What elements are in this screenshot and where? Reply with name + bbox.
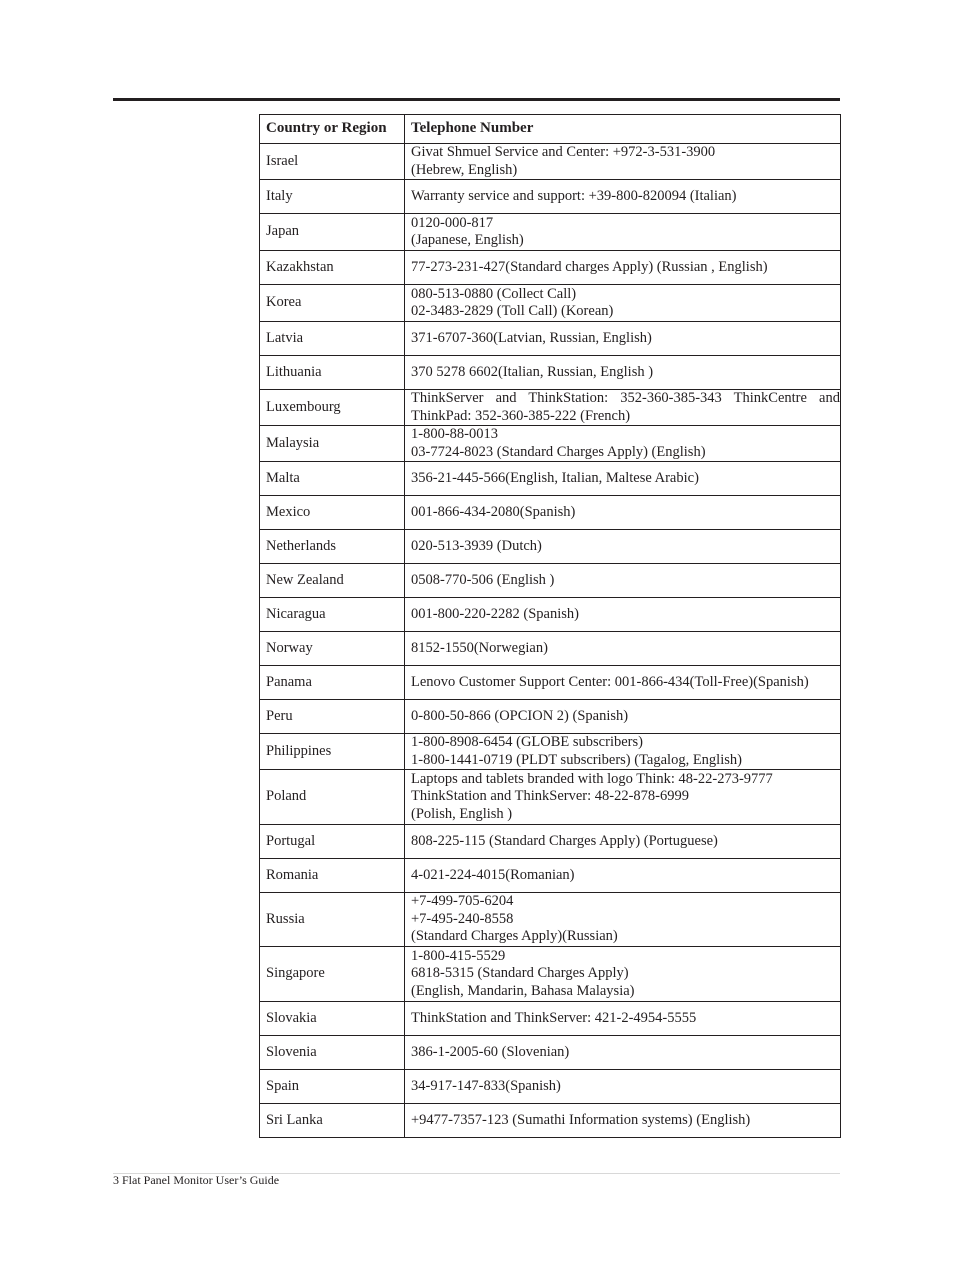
phone-line: 1-800-8908-6454 (GLOBE subscribers) bbox=[411, 734, 643, 750]
phone-line: 0-800-50-866 (OPCION 2) (Spanish) bbox=[411, 707, 629, 724]
table-row bbox=[260, 666, 841, 700]
table-row bbox=[260, 496, 841, 530]
phone-line: 0508-770-506 (English ) bbox=[411, 571, 555, 588]
phone-line: ThinkStation and ThinkServer: 48-22-878-6999 bbox=[411, 788, 690, 805]
country-cell: New Zealand bbox=[260, 564, 405, 598]
phone-line: 020-513-3939 (Dutch) bbox=[411, 537, 542, 554]
header-telephone: Telephone Number bbox=[405, 115, 841, 144]
table-row bbox=[260, 1104, 841, 1138]
table-row bbox=[260, 700, 841, 734]
phone-cell bbox=[405, 564, 841, 598]
phone-line: 1-800-415-5529 bbox=[411, 947, 506, 964]
table-row bbox=[260, 859, 841, 893]
header-country: Country or Region bbox=[260, 115, 405, 144]
phone-cell bbox=[405, 285, 841, 322]
country-cell: Netherlands bbox=[260, 530, 405, 564]
country-cell: Korea bbox=[260, 285, 405, 322]
country-cell: Mexico bbox=[260, 496, 405, 530]
phone-line: 8152-1550(Norwegian) bbox=[411, 639, 548, 656]
phone-line: 356-21-445-566(English, Italian, Maltese Arabic) bbox=[411, 469, 699, 486]
phone-line: Warranty service and support: +39-800-820094 (Italian) bbox=[411, 187, 737, 204]
country-cell: Malta bbox=[260, 462, 405, 496]
support-phone-table bbox=[259, 114, 841, 1138]
phone-line: 0120-000-817 bbox=[411, 214, 494, 231]
table-row bbox=[260, 598, 841, 632]
country-cell: Lithuania bbox=[260, 356, 405, 390]
phone-cell bbox=[405, 251, 841, 285]
phone-line: 001-800-220-2282 (Spanish) bbox=[411, 605, 579, 622]
phone-cell bbox=[405, 1036, 841, 1070]
country-cell: Nicaragua bbox=[260, 598, 405, 632]
country-cell: Malaysia bbox=[260, 426, 405, 462]
phone-line: 1-800-1441-0719 (PLDT subscribers) (Tagalog, English) bbox=[411, 751, 742, 768]
country-cell: Spain bbox=[260, 1070, 405, 1104]
phone-line: 370 5278 6602(Italian, Russian, English ) bbox=[411, 363, 654, 380]
country-cell: Peru bbox=[260, 700, 405, 734]
table-row bbox=[260, 180, 841, 214]
phone-cell bbox=[405, 1104, 841, 1138]
phone-line: (Standard Charges Apply)(Russian) bbox=[411, 928, 618, 945]
country-cell: Japan bbox=[260, 214, 405, 251]
top-rule bbox=[113, 98, 840, 101]
country-cell: Philippines bbox=[260, 734, 405, 770]
phone-line: +7-499-705-6204 bbox=[411, 893, 514, 910]
phone-cell bbox=[405, 947, 841, 1002]
phone-line: 1-800-88-0013 bbox=[411, 426, 498, 442]
table-row bbox=[260, 947, 841, 1002]
table-row bbox=[260, 390, 841, 426]
phone-line: Laptops and tablets branded with logo Think: 48-22-273-9777 bbox=[411, 770, 773, 787]
phone-cell bbox=[405, 530, 841, 564]
table-row bbox=[260, 1002, 841, 1036]
country-cell: Luxembourg bbox=[260, 390, 405, 426]
phone-cell bbox=[405, 825, 841, 859]
phone-line: +9477-7357-123 (Sumathi Information systems) (English) bbox=[411, 1111, 751, 1128]
phone-line: 080-513-0880 (Collect Call) bbox=[411, 285, 577, 302]
table-row bbox=[260, 1070, 841, 1104]
phone-cell bbox=[405, 632, 841, 666]
country-cell: Sri Lanka bbox=[260, 1104, 405, 1138]
table-row bbox=[260, 285, 841, 322]
table-row bbox=[260, 770, 841, 825]
phone-line: 001-866-434-2080(Spanish) bbox=[411, 503, 576, 520]
phone-cell bbox=[405, 734, 841, 770]
phone-line: (Japanese, English) bbox=[411, 232, 524, 248]
table-row bbox=[260, 144, 841, 180]
phone-cell bbox=[405, 322, 841, 356]
phone-line: (Polish, English ) bbox=[411, 805, 513, 822]
table-row bbox=[260, 632, 841, 666]
country-cell: Slovenia bbox=[260, 1036, 405, 1070]
phone-line: Givat Shmuel Service and Center: +972-3-531-3900 bbox=[411, 144, 716, 160]
phone-line: 77-273-231-427(Standard charges Apply) (Russian , English) bbox=[411, 258, 768, 275]
country-cell: Norway bbox=[260, 632, 405, 666]
table-row bbox=[260, 214, 841, 251]
phone-cell bbox=[405, 893, 841, 947]
table-body bbox=[260, 144, 841, 1138]
country-cell: Kazakhstan bbox=[260, 251, 405, 285]
phone-line: (Hebrew, English) bbox=[411, 161, 518, 178]
phone-line: ThinkStation and ThinkServer: 421-2-4954-5555 bbox=[411, 1009, 697, 1026]
country-cell: Singapore bbox=[260, 947, 405, 1002]
phone-line: 6818-5315 (Standard Charges Apply) bbox=[411, 965, 629, 982]
phone-cell bbox=[405, 859, 841, 893]
country-cell: Panama bbox=[260, 666, 405, 700]
phone-line: 34-917-147-833(Spanish) bbox=[411, 1077, 561, 1094]
phone-line: 03-7724-8023 (Standard Charges Apply) (English) bbox=[411, 443, 706, 460]
phone-line: 4-021-224-4015(Romanian) bbox=[411, 866, 575, 883]
country-cell: Romania bbox=[260, 859, 405, 893]
phone-cell bbox=[405, 180, 841, 214]
table-row bbox=[260, 462, 841, 496]
table-row bbox=[260, 893, 841, 947]
phone-line: Lenovo Customer Support Center: 001-866-434(Toll-Free)(Spanish) bbox=[411, 673, 809, 690]
phone-cell bbox=[405, 356, 841, 390]
phone-cell bbox=[405, 770, 841, 825]
phone-line: +7-495-240-8558 bbox=[411, 910, 514, 927]
phone-cell bbox=[405, 1002, 841, 1036]
phone-cell bbox=[405, 598, 841, 632]
phone-cell bbox=[405, 666, 841, 700]
table-row bbox=[260, 530, 841, 564]
phone-cell bbox=[405, 700, 841, 734]
table-row bbox=[260, 825, 841, 859]
country-cell: Latvia bbox=[260, 322, 405, 356]
phone-line: (English, Mandarin, Bahasa Malaysia) bbox=[411, 982, 635, 999]
table-row bbox=[260, 1036, 841, 1070]
page-footer: 3 Flat Panel Monitor User’s Guide bbox=[113, 1173, 280, 1187]
phone-cell bbox=[405, 214, 841, 251]
country-cell: Italy bbox=[260, 180, 405, 214]
table-row bbox=[260, 564, 841, 598]
table-row bbox=[260, 426, 841, 462]
phone-cell bbox=[405, 462, 841, 496]
phone-cell bbox=[405, 496, 841, 530]
phone-cell bbox=[405, 1070, 841, 1104]
phone-line: ThinkServer and ThinkStation: 352-360-385-343 ThinkCentre and ThinkPad: 352-360-385-222 (French) bbox=[411, 390, 840, 424]
phone-cell bbox=[405, 390, 841, 426]
table-row bbox=[260, 251, 841, 285]
table-row bbox=[260, 734, 841, 770]
table-header-row bbox=[260, 115, 841, 144]
phone-cell bbox=[405, 426, 841, 462]
country-cell: Israel bbox=[260, 144, 405, 180]
phone-line: 02-3483-2829 (Toll Call) (Korean) bbox=[411, 303, 614, 319]
country-cell: Portugal bbox=[260, 825, 405, 859]
table-row bbox=[260, 322, 841, 356]
table-row bbox=[260, 356, 841, 390]
phone-line: 808-225-115 (Standard Charges Apply) (Portuguese) bbox=[411, 832, 718, 849]
country-cell: Poland bbox=[260, 770, 405, 825]
country-cell: Slovakia bbox=[260, 1002, 405, 1036]
phone-line: 371-6707-360(Latvian, Russian, English) bbox=[411, 329, 652, 346]
country-cell: Russia bbox=[260, 893, 405, 947]
phone-cell bbox=[405, 144, 841, 180]
phone-line: 386-1-2005-60 (Slovenian) bbox=[411, 1043, 570, 1060]
